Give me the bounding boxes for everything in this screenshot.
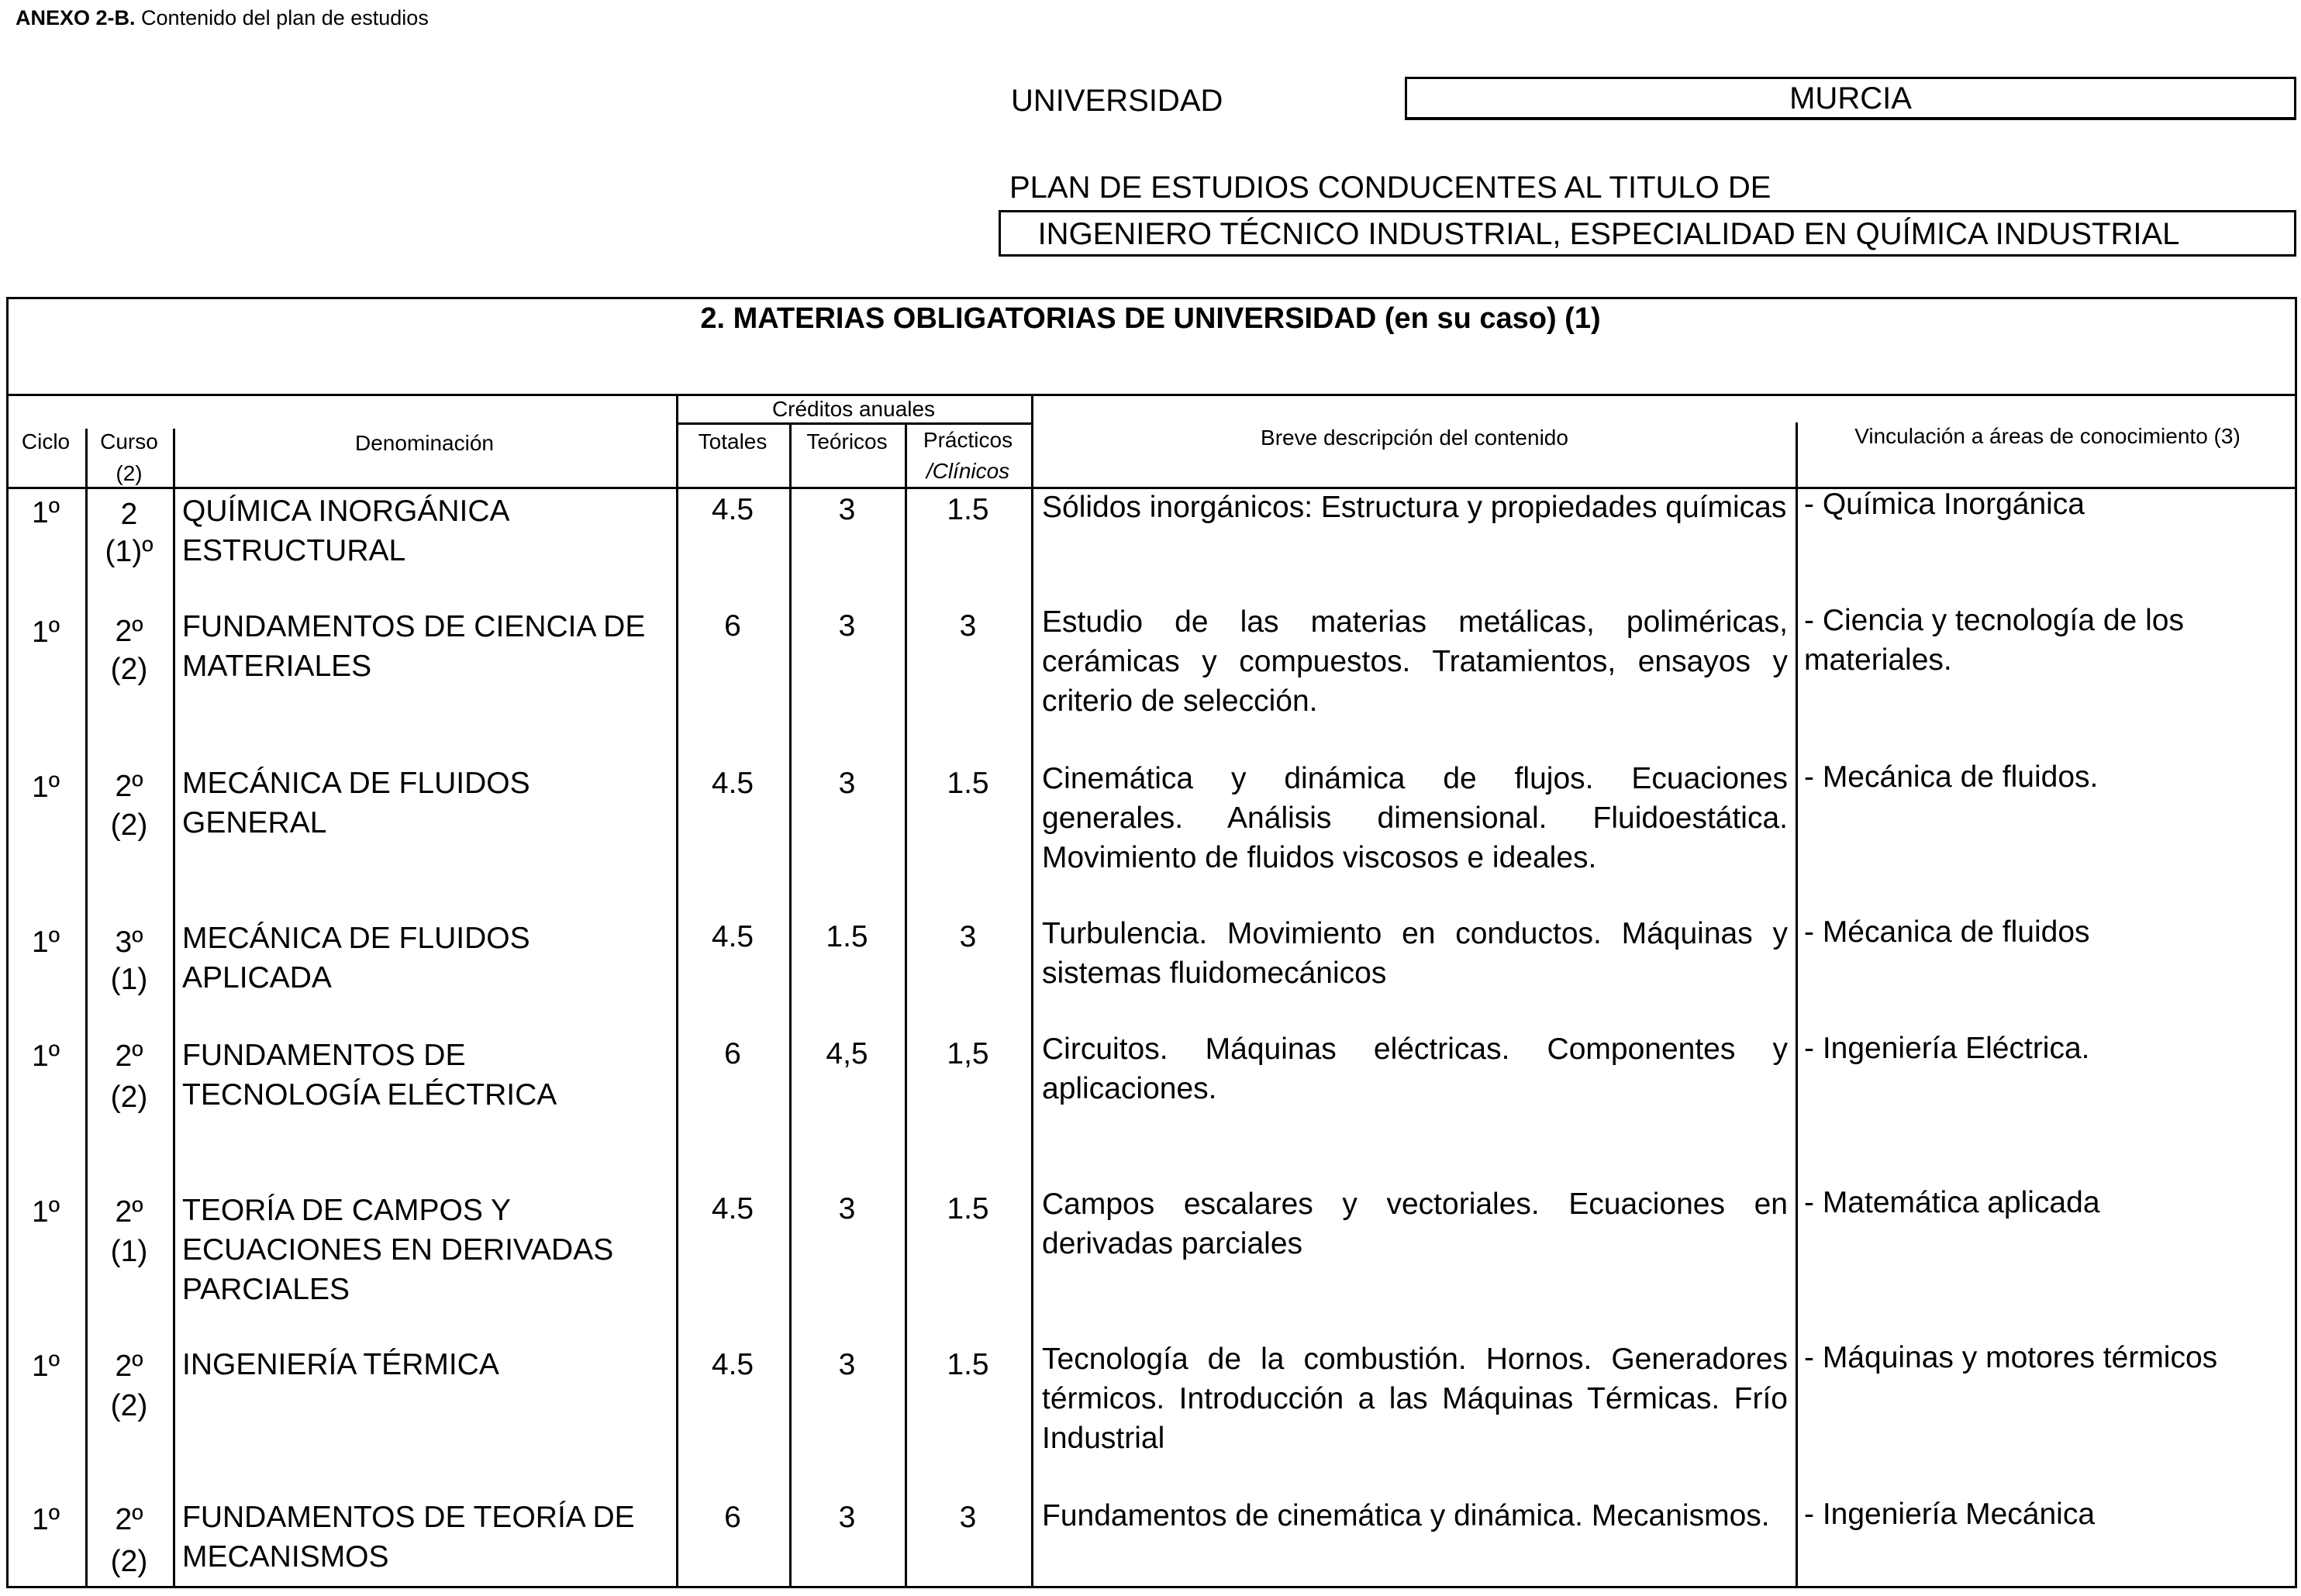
row-teoricos: 4,5 bbox=[826, 1037, 868, 1070]
row-teoricos: 1.5 bbox=[826, 920, 868, 953]
row-teoricos: 3 bbox=[838, 493, 856, 526]
col-divider-denominacion bbox=[676, 394, 678, 1588]
row-curso-note: (1) bbox=[110, 963, 148, 996]
university-label: UNIVERSIDAD bbox=[1011, 84, 1223, 118]
row-curso-note: (2) bbox=[110, 1389, 148, 1422]
row-curso-note: (2) bbox=[110, 653, 148, 686]
row-totales: 6 bbox=[724, 609, 741, 643]
row-denominacion: MECÁNICA DE FLUIDOS GENERAL bbox=[182, 767, 530, 839]
row-curso-note: (2) bbox=[110, 808, 148, 842]
row-ciclo: 1º bbox=[32, 926, 60, 959]
row-curso: 2º bbox=[115, 1350, 143, 1383]
row-ciclo: 1º bbox=[32, 1503, 60, 1536]
row-curso-note: (1)º bbox=[105, 535, 154, 568]
header-practicos: Prácticos bbox=[923, 428, 1013, 452]
row-teoricos: 3 bbox=[838, 1192, 856, 1225]
row-curso: 2º bbox=[115, 1039, 143, 1073]
row-denominacion: INGENIERÍA TÉRMICA bbox=[182, 1348, 499, 1381]
row-vinculacion: - Matemática aplicada bbox=[1804, 1186, 2100, 1219]
row-practicos: 1.5 bbox=[947, 493, 989, 526]
header-curso: Curso bbox=[100, 429, 158, 453]
row-curso: 2º bbox=[115, 770, 143, 803]
row-descripcion: Tecnología de la combustión. Hornos. Generadores térmicos. Introducción a las Máquinas Térmicas. Frío Industrial bbox=[1042, 1343, 1788, 1455]
annex-caption bbox=[16, 6, 429, 30]
header-curso-note: (2) bbox=[116, 461, 143, 485]
section-title: 2. MATERIAS OBLIGATORIAS DE UNIVERSIDAD (en su caso) (1) bbox=[700, 302, 1601, 335]
row-totales: 4.5 bbox=[711, 493, 754, 526]
row-totales: 4.5 bbox=[711, 767, 754, 800]
header-ciclo: Ciclo bbox=[21, 429, 71, 453]
row-vinculacion: - Máquinas y motores térmicos bbox=[1804, 1341, 2218, 1374]
row-curso: 2 bbox=[120, 498, 138, 531]
row-descripcion: Cinemática y dinámica de flujos. Ecuaciones generales. Análisis dimensional. Fluidoestática. Movimiento de fluidos viscosos e ideales. bbox=[1042, 762, 1788, 874]
row-ciclo: 1º bbox=[32, 1350, 60, 1383]
row-ciclo: 1º bbox=[32, 1039, 60, 1073]
row-vinculacion: - Mecánica de fluidos. bbox=[1804, 760, 2099, 794]
row-denominacion: MECÁNICA DE FLUIDOS APLICADA bbox=[182, 922, 530, 994]
header-denominacion: Denominación bbox=[355, 431, 494, 455]
row-curso: 2º bbox=[115, 1503, 143, 1536]
header-practicos-clinicos: /Clínicos bbox=[926, 459, 1010, 483]
header-rule-top bbox=[6, 394, 2297, 396]
col-divider-teoricos bbox=[905, 422, 907, 1588]
annex-text: Contenido del plan de estudios bbox=[141, 6, 429, 29]
row-ciclo: 1º bbox=[32, 1195, 60, 1229]
header-descripcion: Breve descripción del contenido bbox=[1261, 426, 1568, 450]
row-totales: 4.5 bbox=[711, 920, 754, 953]
plan-label: PLAN DE ESTUDIOS CONDUCENTES AL TITULO DE bbox=[1009, 171, 1771, 205]
row-denominacion: FUNDAMENTOS DE TECNOLOGÍA ELÉCTRICA bbox=[182, 1039, 557, 1112]
row-totales: 6 bbox=[724, 1037, 741, 1070]
row-descripcion: Turbulencia. Movimiento en conductos. Máquinas y sistemas fluidomecánicos bbox=[1042, 917, 1788, 990]
row-curso-note: (2) bbox=[110, 1545, 148, 1578]
row-practicos: 1.5 bbox=[947, 1348, 989, 1381]
row-teoricos: 3 bbox=[838, 1348, 856, 1381]
row-vinculacion: - Ingeniería Eléctrica. bbox=[1804, 1032, 2090, 1065]
header-creditos: Créditos anuales bbox=[771, 397, 936, 421]
row-vinculacion: - Ciencia y tecnología de los materiales. bbox=[1804, 604, 2184, 677]
row-descripcion: Estudio de las materias metálicas, poliméricas, cerámicas y compuestos. Tratamientos, ensayos y criterio de selección. bbox=[1042, 605, 1788, 718]
row-denominacion: FUNDAMENTOS DE CIENCIA DE MATERIALES bbox=[182, 610, 646, 683]
header-vinculacion: Vinculación a áreas de conocimiento (3) bbox=[1854, 424, 2241, 448]
row-descripcion: Campos escalares y vectoriales. Ecuaciones en derivadas parciales bbox=[1042, 1188, 1788, 1260]
row-practicos: 1,5 bbox=[947, 1037, 989, 1070]
col-divider-practicos bbox=[1031, 394, 1033, 1588]
col-divider-totales bbox=[789, 422, 792, 1588]
row-teoricos: 3 bbox=[838, 1501, 856, 1534]
row-descripcion: Circuitos. Máquinas eléctricas. Componentes y aplicaciones. bbox=[1042, 1032, 1788, 1105]
row-curso-note: (2) bbox=[110, 1081, 148, 1114]
row-ciclo: 1º bbox=[32, 770, 60, 804]
row-totales: 4.5 bbox=[711, 1348, 754, 1381]
row-practicos: 1.5 bbox=[947, 1192, 989, 1225]
row-descripcion: Sólidos inorgánicos: Estructura y propiedades químicas bbox=[1042, 491, 1787, 524]
row-curso: 2º bbox=[115, 615, 143, 648]
row-ciclo: 1º bbox=[32, 615, 60, 649]
row-curso: 2º bbox=[115, 1195, 143, 1229]
row-denominacion: QUÍMICA INORGÁNICA ESTRUCTURAL bbox=[182, 495, 509, 567]
row-curso-note: (1) bbox=[110, 1235, 148, 1268]
row-curso: 3º bbox=[115, 926, 143, 959]
row-teoricos: 3 bbox=[838, 767, 856, 800]
annex-number: ANEXO 2-B. bbox=[16, 6, 136, 29]
row-practicos: 3 bbox=[959, 609, 977, 643]
row-denominacion: TEORÍA DE CAMPOS Y ECUACIONES EN DERIVADAS PARCIALES bbox=[182, 1194, 614, 1306]
row-practicos: 3 bbox=[959, 1501, 977, 1534]
row-ciclo: 1º bbox=[32, 496, 60, 529]
row-totales: 4.5 bbox=[711, 1192, 754, 1225]
row-practicos: 3 bbox=[959, 920, 977, 953]
row-denominacion: FUNDAMENTOS DE TEORÍA DE MECANISMOS bbox=[182, 1501, 635, 1574]
row-teoricos: 3 bbox=[838, 609, 856, 643]
degree-title: INGENIERO TÉCNICO INDUSTRIAL, ESPECIALIDAD EN QUÍMICA INDUSTRIAL bbox=[999, 210, 2296, 257]
header-totales: Totales bbox=[698, 429, 768, 453]
row-vinculacion: - Química Inorgánica bbox=[1804, 488, 2085, 521]
col-divider-curso bbox=[173, 429, 175, 1588]
row-vinculacion: - Mécanica de fluidos bbox=[1804, 915, 2090, 949]
university-value: MURCIA bbox=[1405, 77, 2296, 120]
header-teoricos: Teóricos bbox=[806, 429, 888, 453]
credits-rule bbox=[676, 422, 1033, 425]
row-descripcion: Fundamentos de cinemática y dinámica. Mecanismos. bbox=[1042, 1499, 1770, 1532]
row-practicos: 1.5 bbox=[947, 767, 989, 800]
col-divider-descripcion bbox=[1796, 422, 1798, 1588]
row-vinculacion: - Ingeniería Mecánica bbox=[1804, 1498, 2096, 1531]
row-totales: 6 bbox=[724, 1501, 741, 1534]
